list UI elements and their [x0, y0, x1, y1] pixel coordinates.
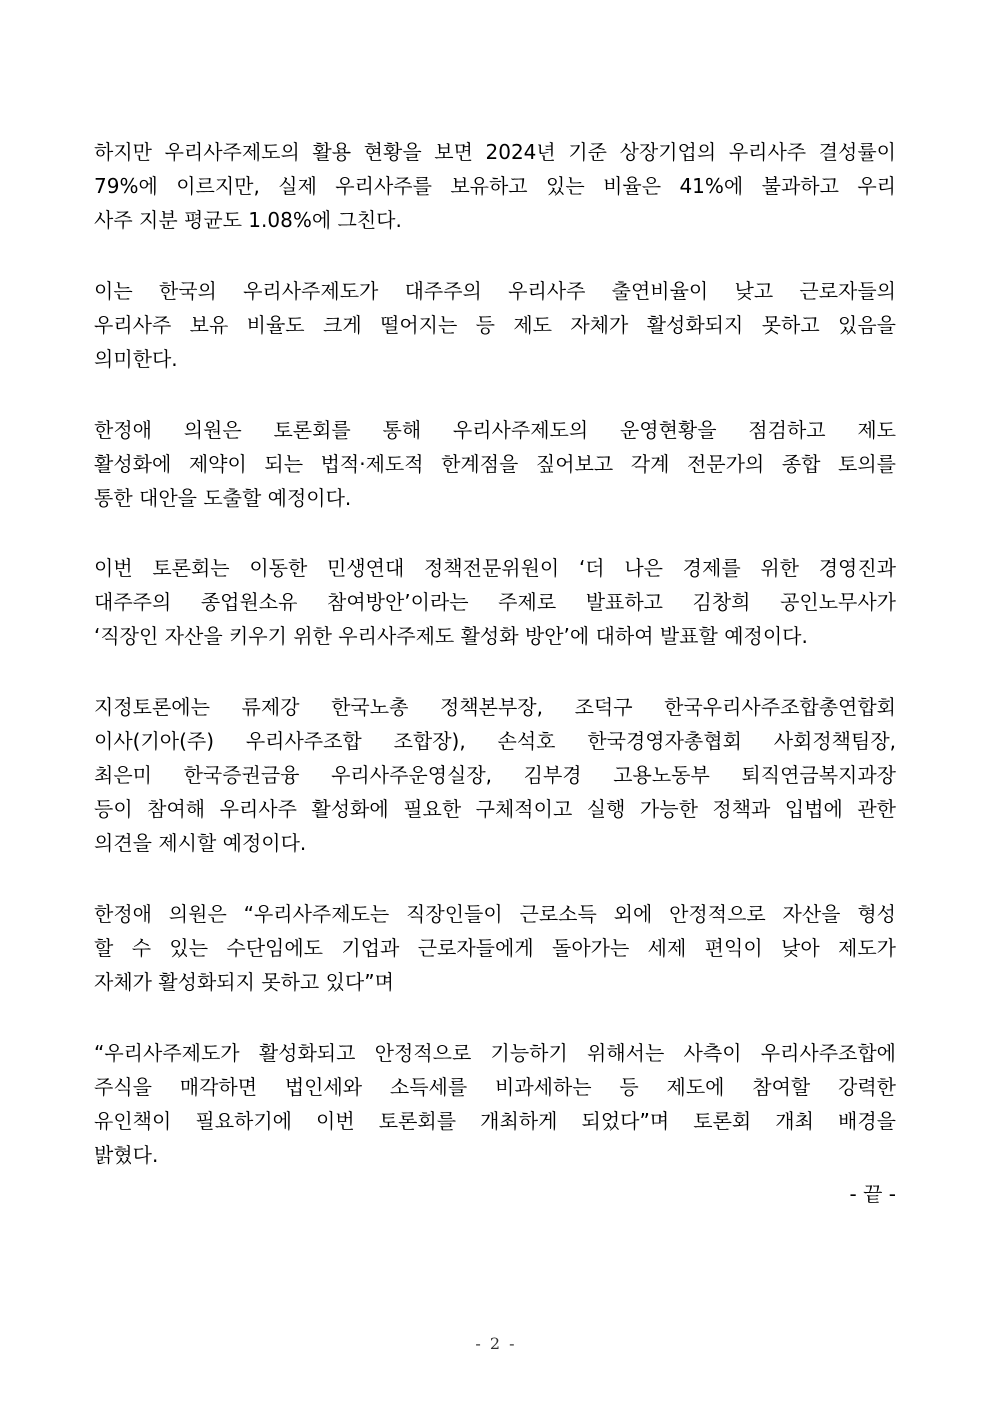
text-line: 자체가 활성화되지 못하고 있다”며 — [94, 970, 394, 994]
text-line: 유인책이 필요하기에 이번 토론회를 개최하게 되었다”며 토론회 개최 배경을 — [94, 1109, 896, 1133]
paragraph-meaning — [94, 274, 896, 376]
paragraph-forum-purpose — [94, 413, 896, 515]
text-line: 79%에 이르지만, 실제 우리사주를 보유하고 있는 비율은 41%에 불과하고 우리 — [94, 174, 896, 198]
paragraph-panel-discussion — [94, 690, 896, 860]
paragraph-quote-part-one — [94, 897, 896, 999]
text-line: 한정애 의원은 “우리사주제도는 직장인들이 근로소득 외에 안정적으로 자산을 형성 — [94, 902, 896, 926]
text-line: 사주 지분 평균도 1.08%에 그친다. — [94, 208, 402, 232]
text-line: 통한 대안을 도출할 예정이다. — [94, 486, 352, 510]
text-line: 우리사주 보유 비율도 크게 떨어지는 등 제도 자체가 활성화되지 못하고 있음을 — [94, 313, 896, 337]
text-line: 이사(기아(주) 우리사주조합 조합장), 손석호 한국경영자총협회 사회정책팀장, — [94, 729, 896, 753]
text-line: 주식을 매각하면 법인세와 소득세를 비과세하는 등 제도에 참여할 강력한 — [94, 1075, 896, 1099]
text-line: 이번 토론회는 이동한 민생연대 정책전문위원이 ‘더 나은 경제를 위한 경영진과 — [94, 556, 896, 580]
paragraph-presentations — [94, 551, 896, 653]
end-marker: - 끝 - — [849, 1182, 896, 1206]
text-line: 활성화에 제약이 되는 법적·제도적 한계점을 짚어보고 각계 전문가의 종합 토의를 — [94, 452, 896, 476]
page-number: - 2 - — [475, 1334, 517, 1353]
text-line: 할 수 있는 수단임에도 기업과 근로자들에게 돌아가는 세제 편익이 낮아 제도가 — [94, 936, 896, 960]
paragraph-quote-part-two — [94, 1036, 896, 1172]
text-line: 하지만 우리사주제도의 활용 현황을 보면 2024년 기준 상장기업의 우리사주 결성률이 — [94, 140, 896, 164]
text-line: 대주주의 종업원소유 참여방안’이라는 주제로 발표하고 김창희 공인노무사가 — [94, 590, 896, 614]
text-line: 밝혔다. — [94, 1143, 159, 1167]
text-line: “우리사주제도가 활성화되고 안정적으로 기능하기 위해서는 사측이 우리사주조합에 — [94, 1041, 896, 1065]
text-line: 의견을 제시할 예정이다. — [94, 831, 307, 855]
text-line: 지정토론에는 류제강 한국노총 정책본부장, 조덕구 한국우리사주조합총연합회 — [94, 695, 896, 719]
text-line: 등이 참여해 우리사주 활성화에 필요한 구체적이고 실행 가능한 정책과 입법에 관한 — [94, 797, 896, 821]
text-line: 의미한다. — [94, 347, 178, 371]
paragraph-usage-status — [94, 135, 896, 237]
text-line: 최은미 한국증권금융 우리사주운영실장, 김부경 고용노동부 퇴직연금복지과장 — [94, 763, 896, 787]
text-line: 이는 한국의 우리사주제도가 대주주의 우리사주 출연비율이 낮고 근로자들의 — [94, 279, 896, 303]
text-line: 한정애 의원은 토론회를 통해 우리사주제도의 운영현황을 점검하고 제도 — [94, 418, 896, 442]
text-line: ‘직장인 자산을 키우기 위한 우리사주제도 활성화 방안’에 대하여 발표할 예정이다. — [94, 624, 808, 648]
